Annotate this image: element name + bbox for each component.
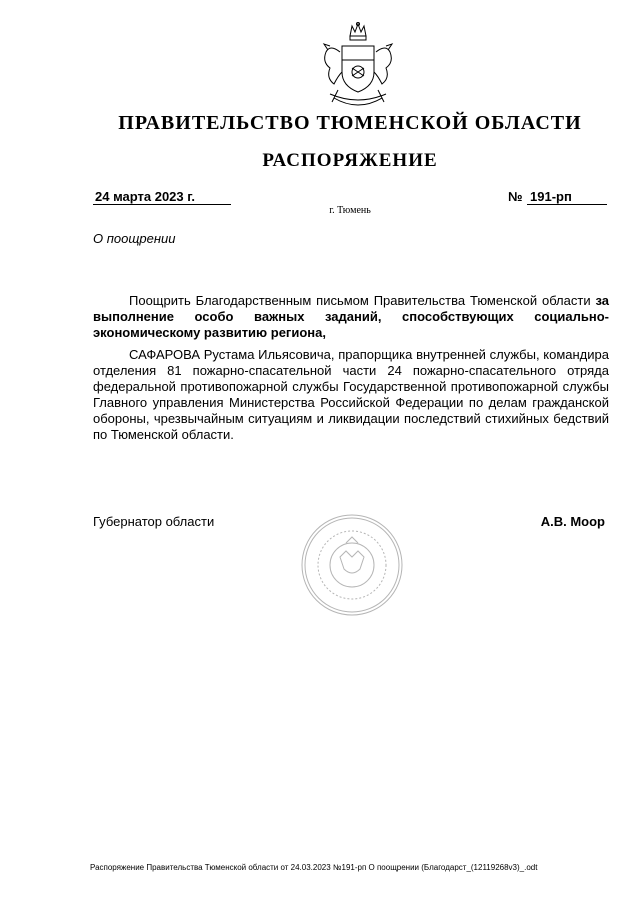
paragraph-1-bold: за выполнение особо важных заданий, способствующих социально-экономическому развитию региона, — [93, 293, 609, 340]
coat-of-arms-icon — [312, 22, 404, 118]
body-paragraph-1 — [93, 293, 609, 341]
signatory-name: А.В. Моор — [540, 514, 605, 529]
document-footer: Распоряжение Правительства Тюменской области от 24.03.2023 №191-рп О поощрении (Благодарст_(12119268v3)_.odt — [90, 863, 538, 872]
document-type: РАСПОРЯЖЕНИЕ — [262, 150, 438, 171]
city: г. Тюмень — [329, 205, 371, 216]
body-paragraph-2: САФАРОВА Рустама Ильясовича, прапорщика внутренней службы, командира отделения 81 пожарно-спасательной части 24 пожарно-спасательного отряда федеральной противопожарной службы Государственной противопожарной службы Главного управления Министерства Российской Федерации по делам гражданской обороны, чрезвычайным ситуациям и ликвидации последствий стихийных бедствий по Тюменской области. — [93, 347, 609, 442]
document-number: 191-рп — [527, 189, 607, 205]
signatory-role: Губернатор области — [93, 514, 215, 529]
document-subject: О поощрении — [93, 231, 176, 246]
official-seal-icon — [300, 513, 404, 617]
number-sign: № — [508, 189, 523, 204]
government-title: ПРАВИТЕЛЬСТВО ТЮМЕНСКОЙ ОБЛАСТИ — [118, 112, 582, 134]
document-date: 24 марта 2023 г. — [93, 189, 231, 205]
paragraph-1-text: Поощрить Благодарственным письмом Правительства Тюменской области — [129, 293, 591, 308]
